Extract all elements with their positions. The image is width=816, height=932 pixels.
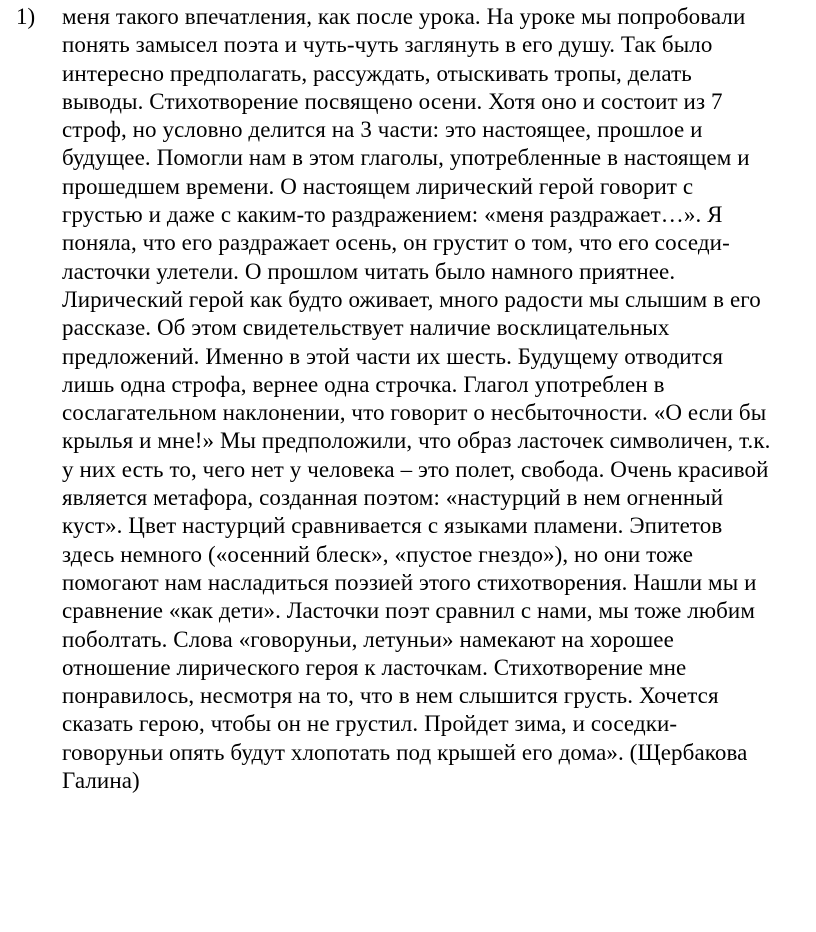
text-line: отношение лирического героя к ласточкам. Стихотворение мне: [62, 654, 687, 680]
text-line: грустью и даже с каким-то раздражением: «меня раздражает…». Я: [62, 202, 723, 228]
text-line: понравилось, несмотря на то, что в нем слышится грусть. Хочется: [62, 683, 719, 709]
text-line: Лирический герой как будто оживает, много радости мы слышим в его: [62, 286, 761, 312]
text-line: предложений. Именно в этой части их шесть. Будущему отводится: [62, 343, 724, 369]
text-line: является метафора, созданная поэтом: «настурций в нем огненный: [62, 485, 724, 511]
text-line: Галина): [62, 768, 140, 794]
text-line: прошедшем времени. О настоящем лирический герой говорит с: [62, 173, 694, 199]
text-line: выводы. Стихотворение посвящено осени. Хотя оно и состоит из 7: [62, 88, 723, 114]
text-line: крылья и мне!» Мы предположили, что образ ласточек символичен, т.к.: [62, 428, 771, 454]
list-number: 1): [16, 4, 36, 29]
text-line: сказать герою, чтобы он не грустил. Пройдет зима, и соседки-: [62, 711, 678, 737]
text-line: сослагательном наклонении, что говорит о несбыточности. «О если бы: [62, 400, 767, 426]
text-line: говоруньи опять будут хлопотать под крышей его дома». (Щербакова: [62, 739, 748, 765]
text-line: меня такого впечатления, как после урока. На уроке мы попробовали: [62, 4, 746, 29]
text-line: интересно предполагать, рассуждать, отыскивать тропы, делать: [62, 60, 692, 86]
text-line: ласточки улетели. О прошлом читать было намного приятнее.: [62, 258, 676, 284]
text-line: поняла, что его раздражает осень, он грустит о том, что его соседи-: [62, 230, 730, 256]
text-line: будущее. Помогли нам в этом глаголы, употребленные в настоящем и: [62, 145, 750, 171]
text-line: понять замысел поэта и чуть-чуть заглянуть в его душу. Так было: [62, 32, 713, 58]
text-line: куст». Цвет настурций сравнивается с языками пламени. Эпитетов: [62, 513, 723, 539]
text-line: рассказе. Об этом свидетельствует наличие восклицательных: [62, 315, 670, 341]
text-line: у них есть то, чего нет у человека – это полет, свобода. Очень красивой: [62, 456, 769, 482]
text-line: поболтать. Слова «говоруньи, летуньи» намекают на хорошее: [62, 626, 674, 652]
text-line: лишь одна строфа, вернее одна строчка. Глагол употреблен в: [62, 371, 665, 397]
text-line: помогают нам насладиться поэзией этого стихотворения. Нашли мы и: [62, 569, 757, 595]
text-line: строф, но условно делится на 3 части: это настоящее, прошлое и: [62, 117, 703, 143]
essay-paragraph: [62, 3, 812, 795]
text-line: здесь немного («осенний блеск», «пустое гнездо»), но они тоже: [62, 541, 694, 567]
text-line: сравнение «как дети». Ласточки поэт сравнил с нами, мы тоже любим: [62, 598, 755, 624]
